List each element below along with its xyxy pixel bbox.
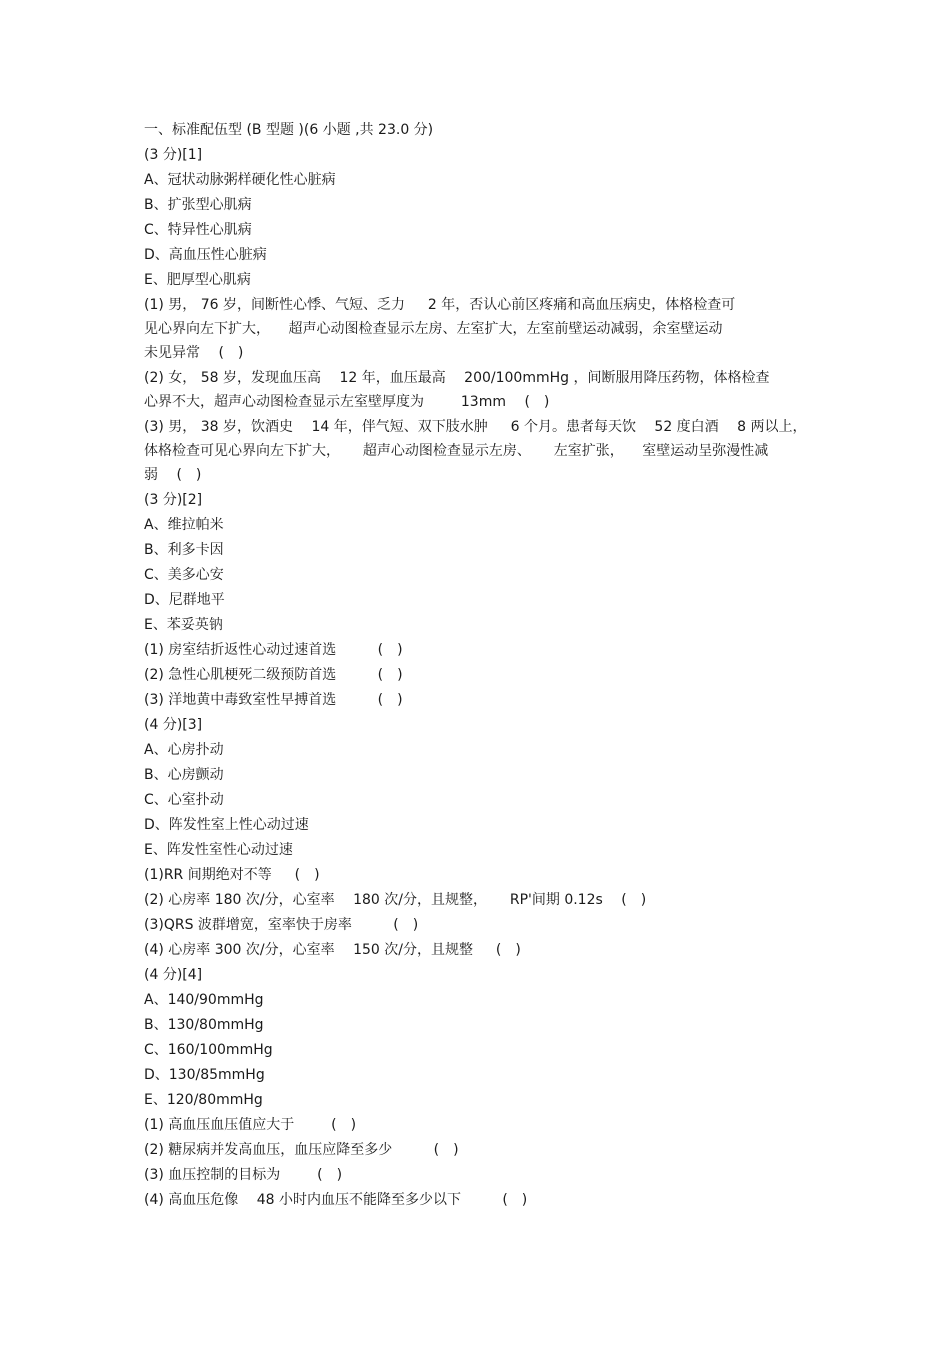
group-2-option-b: B、利多卡因 <box>144 542 224 558</box>
group-3-option-b: B、心房颤动 <box>144 767 224 783</box>
question-line: (1) 男， 76 岁，间断性心悸、气短、乏力 2 年，否认心前区疼痛和高血压病史，体格检查可 <box>144 297 736 313</box>
group-2-question-2: (2) 急性心肌梗死二级预防首选 ( ) <box>144 667 403 683</box>
group-3-option-c: C、心室扑动 <box>144 792 224 808</box>
group-2-option-c: C、美多心安 <box>144 567 224 583</box>
group-2-question-1: (1) 房室结折返性心动过速首选 ( ) <box>144 642 403 658</box>
question-line: 心界不大，超声心动图检查显示左室壁厚度为 13mm ( ) <box>144 394 550 410</box>
section-heading: 一、标准配伍型 (B 型题 )(6 小题 ,共 23.0 分) <box>144 122 434 138</box>
group-1-question-3 <box>144 415 824 487</box>
group-4-option-d: D、130/85mmHg <box>144 1067 265 1083</box>
group-3-option-a: A、心房扑动 <box>144 742 224 758</box>
group-1-option-a: A、冠状动脉粥样硬化性心脏病 <box>144 172 336 188</box>
question-line: 见心界向左下扩大， 超声心动图检查显示左房、左室扩大，左室前壁运动减弱，余室壁运动 <box>144 321 723 337</box>
group-2-option-e: E、苯妥英钠 <box>144 617 223 633</box>
group-4-option-a: A、140/90mmHg <box>144 992 264 1008</box>
group-4-question-2: (2) 糖尿病并发高血压，血压应降至多少 ( ) <box>144 1142 459 1158</box>
group-4-option-e: E、120/80mmHg <box>144 1092 263 1108</box>
question-line: (3) 男， 38 岁，饮酒史 14 年，伴气短、双下肢水肿 6 个月。患者每天饮 52 度白酒 8 两以上， <box>144 419 807 435</box>
group-3-question-1: (1)RR 间期绝对不等 ( ) <box>144 867 320 883</box>
group-4-question-4: (4) 高血压危像 48 小时内血压不能降至多少以下 ( ) <box>144 1192 528 1208</box>
group-1-option-c: C、特异性心肌病 <box>144 222 252 238</box>
group-1-option-b: B、扩张型心肌病 <box>144 197 252 213</box>
document-page <box>144 118 824 1213</box>
group-4-question-3: (3) 血压控制的目标为 ( ) <box>144 1167 343 1183</box>
group-2-option-a: A、维拉帕米 <box>144 517 224 533</box>
group-4-option-b: B、130/80mmHg <box>144 1017 264 1033</box>
group-3-question-3: (3)QRS 波群增宽，室率快于房率 ( ) <box>144 917 419 933</box>
group-2-header: (3 分)[2] <box>144 492 203 508</box>
question-line: (2) 女， 58 岁，发现血压高 12 年，血压最高 200/100mmHg ，间断服用降压药物，体格检查 <box>144 370 770 386</box>
question-line: 体格检查可见心界向左下扩大， 超声心动图检查显示左房、 左室扩张， 室壁运动呈弥漫性减 <box>144 443 769 459</box>
group-2-option-d: D、尼群地平 <box>144 592 225 608</box>
group-1-question-2 <box>144 366 824 414</box>
group-3-option-e: E、阵发性室性心动过速 <box>144 842 293 858</box>
group-1-option-e: E、肥厚型心肌病 <box>144 272 251 288</box>
group-3-question-4: (4) 心房率 300 次/分，心室率 150 次/分，且规整 ( ) <box>144 942 521 958</box>
group-1-option-d: D、高血压性心脏病 <box>144 247 267 263</box>
group-1-header: (3 分)[1] <box>144 147 203 163</box>
question-line: 弱 ( ) <box>144 467 202 483</box>
group-4-option-c: C、160/100mmHg <box>144 1042 273 1058</box>
group-1-question-1 <box>144 293 824 365</box>
group-2-question-3: (3) 洋地黄中毒致室性早搏首选 ( ) <box>144 692 403 708</box>
question-line: 未见异常 ( ) <box>144 345 244 361</box>
group-3-question-2: (2) 心房率 180 次/分，心室率 180 次/分，且规整， RP'间期 0.12s ( ) <box>144 892 647 908</box>
group-4-question-1: (1) 高血压血压值应大于 ( ) <box>144 1117 357 1133</box>
group-3-header: (4 分)[3] <box>144 717 203 733</box>
group-3-option-d: D、阵发性室上性心动过速 <box>144 817 309 833</box>
group-4-header: (4 分)[4] <box>144 967 203 983</box>
